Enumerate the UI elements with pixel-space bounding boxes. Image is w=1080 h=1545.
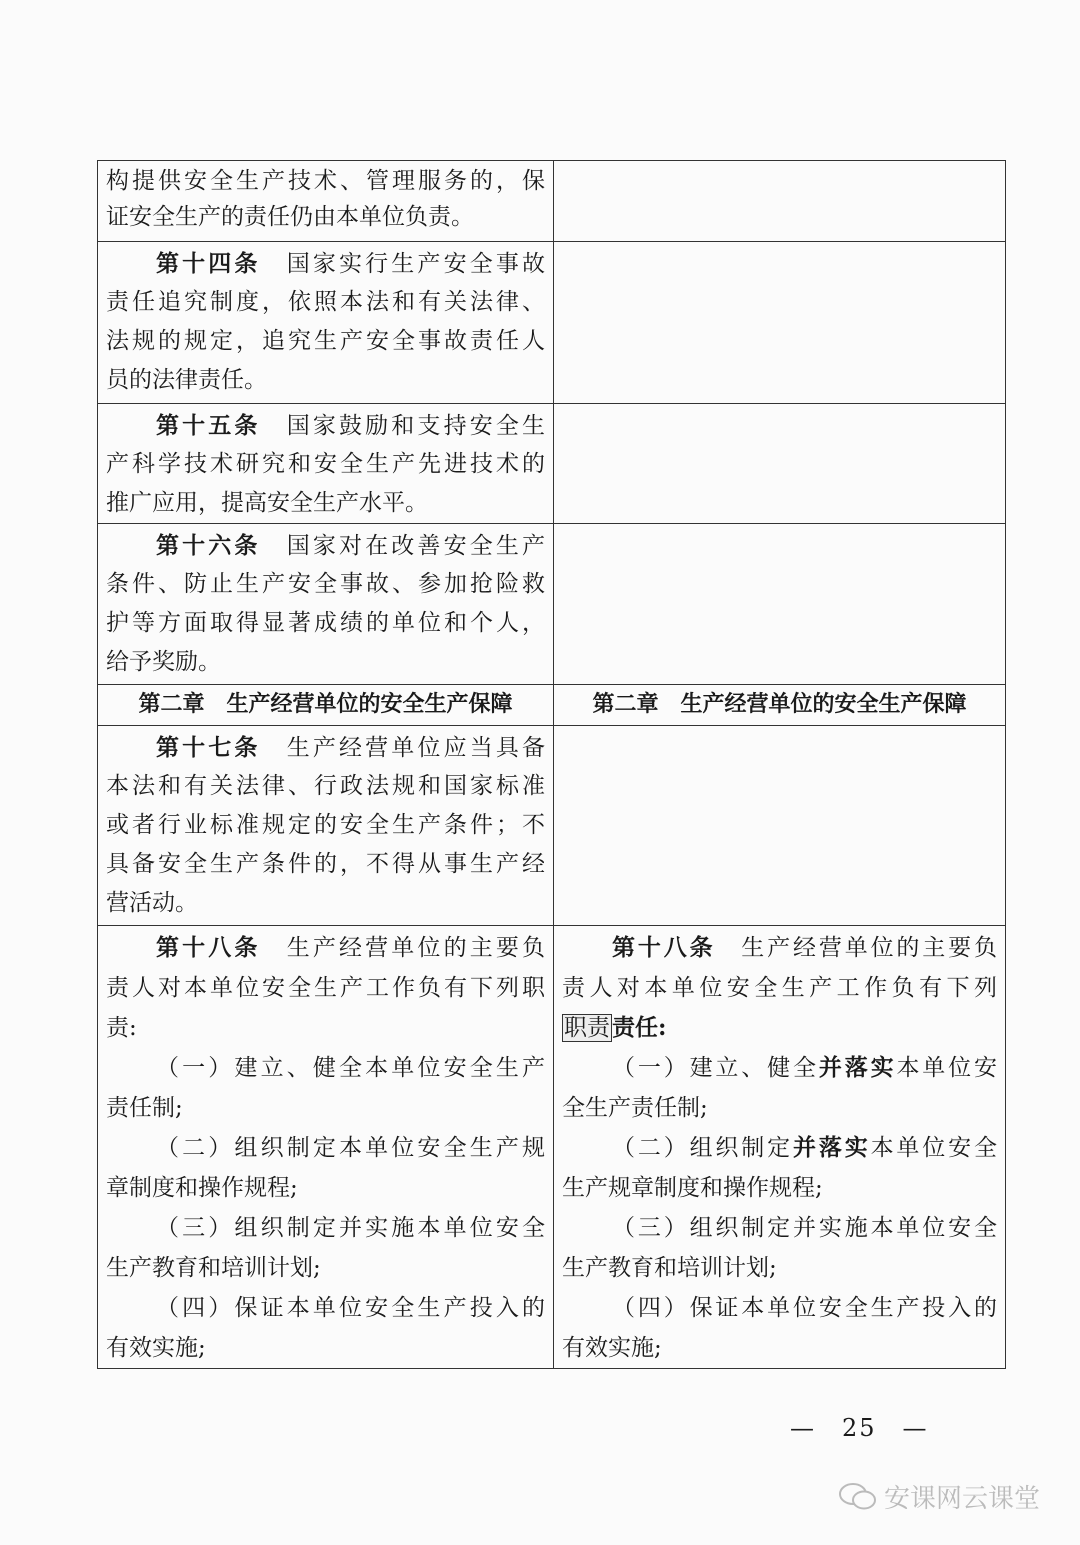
- text-line: [106, 643, 545, 682]
- text-line: [562, 1208, 997, 1248]
- wechat-icon: [838, 1481, 878, 1513]
- text-segment: 构提供安全生产技术、管理服务的，保: [106, 168, 545, 194]
- text-segment: 营活动。: [106, 890, 198, 916]
- text-line: [106, 526, 545, 565]
- left-column-cell: [98, 404, 554, 524]
- text-segment: （三）组织制定并实施本单位安全: [612, 1215, 997, 1241]
- table-row: [98, 524, 1006, 685]
- bold-text: 第十八条: [612, 934, 716, 961]
- text-line: [106, 1288, 545, 1328]
- table-row: [98, 404, 1006, 524]
- text-line: [106, 406, 545, 445]
- text-segment: （二）组织制定: [612, 1135, 793, 1161]
- text-line: [562, 1088, 997, 1128]
- text-segment: 生产经营单位的主要负: [260, 935, 546, 961]
- text-segment: 给予奖励。: [106, 649, 221, 675]
- text-line: [562, 968, 997, 1008]
- text-segment: 推广应用，提高安全生产水平。: [106, 490, 428, 516]
- text-line: [106, 199, 545, 235]
- text-line: [106, 767, 545, 806]
- text-line: [106, 1008, 545, 1048]
- left-column-cell: [98, 685, 554, 726]
- text-line: [562, 1288, 997, 1328]
- left-column-cell: [98, 726, 554, 926]
- text-segment: 有效实施;: [562, 1335, 662, 1361]
- bold-text: 第十六条: [156, 532, 261, 559]
- text-line: [106, 1048, 545, 1088]
- right-column-cell: [554, 926, 1006, 1369]
- text-line: [106, 1168, 545, 1208]
- text-segment: 责人对本单位安全生产工作负有下列: [562, 975, 997, 1001]
- chapter-title: 第二章 生产经营单位的安全生产保障: [138, 691, 513, 717]
- text-segment: 生产经营单位的主要负: [715, 935, 998, 961]
- text-segment: 条件、防止生产安全事故、参加抢险救: [106, 571, 545, 597]
- page-number: — 25 —: [790, 1414, 929, 1442]
- text-line: [106, 322, 545, 361]
- text-segment: 章制度和操作规程;: [106, 1175, 298, 1201]
- right-column-cell: [554, 161, 1006, 242]
- text-segment: 全生产责任制;: [562, 1095, 708, 1121]
- text-line: [106, 968, 545, 1008]
- text-segment: 具备安全生产条件的，不得从事生产经: [106, 851, 545, 877]
- text-line: [106, 1208, 545, 1248]
- text-segment: （二）组织制定本单位安全生产规: [156, 1135, 545, 1161]
- text-segment: 国家实行生产安全事故: [260, 251, 546, 277]
- bold-text: 第十五条: [156, 412, 261, 439]
- left-column-cell: [98, 524, 554, 685]
- left-column-cell: [98, 926, 554, 1369]
- text-segment: 生产教育和培训计划;: [562, 1255, 777, 1281]
- text-segment: 本单位安: [896, 1055, 998, 1081]
- text-line: [562, 1128, 997, 1168]
- bold-text: 责任:: [612, 1014, 667, 1041]
- text-line: [562, 1248, 997, 1288]
- text-segment: 或者行业标准规定的安全生产条件；不: [106, 812, 545, 838]
- text-line: [562, 1008, 997, 1048]
- text-line: [562, 1048, 997, 1088]
- text-line: [106, 244, 545, 283]
- text-line: [106, 604, 545, 643]
- right-column-cell: [554, 404, 1006, 524]
- text-line: [562, 1168, 997, 1208]
- text-segment: （一）建立、健全本单位安全生产: [156, 1055, 545, 1081]
- text-segment: 法规的规定，追究生产安全事故责任人: [106, 328, 545, 354]
- text-segment: 责任追究制度，依照本法和有关法律、: [106, 289, 545, 315]
- text-line: [106, 565, 545, 604]
- text-line: [106, 1248, 545, 1288]
- text-segment: （三）组织制定并实施本单位安全: [156, 1215, 545, 1241]
- watermark: [838, 1478, 1040, 1515]
- text-segment: （一）建立、健全: [612, 1055, 819, 1081]
- right-column-cell: [554, 685, 1006, 726]
- left-column-cell: [98, 161, 554, 242]
- text-line: [106, 1128, 545, 1168]
- text-segment: 责任制;: [106, 1095, 183, 1121]
- table-row: [98, 161, 1006, 242]
- text-line: [106, 884, 545, 923]
- table-row: [98, 242, 1006, 404]
- chapter-header-row: [98, 685, 1006, 726]
- left-column-cell: [98, 242, 554, 404]
- text-segment: 产科学技术研究和安全生产先进技术的: [106, 451, 545, 477]
- text-line: [562, 928, 997, 968]
- table-row: [98, 726, 1006, 926]
- text-segment: 证安全生产的责任仍由本单位负责。: [106, 204, 474, 230]
- deleted-text-box: 职责: [564, 1015, 610, 1041]
- text-segment: 护等方面取得显著成绩的单位和个人，: [106, 610, 545, 636]
- text-segment: （四）保证本单位安全生产投入的: [612, 1295, 997, 1321]
- text-segment: 有效实施;: [106, 1335, 206, 1361]
- text-line: [562, 1328, 997, 1368]
- law-comparison-table: [97, 160, 1006, 1369]
- text-line: [106, 1088, 545, 1128]
- text-line: [106, 728, 545, 767]
- text-line: [106, 361, 545, 400]
- text-segment: 生产规章制度和操作规程;: [562, 1175, 823, 1201]
- text-line: [106, 1328, 545, 1368]
- text-line: [106, 484, 545, 523]
- text-segment: 责人对本单位安全生产工作负有下列职: [106, 975, 545, 1001]
- text-segment: 本单位安全: [870, 1135, 998, 1161]
- text-line: [106, 845, 545, 884]
- right-column-cell: [554, 726, 1006, 926]
- bold-text: 第十八条: [156, 934, 261, 961]
- text-segment: 国家鼓励和支持安全生: [260, 413, 546, 439]
- text-segment: 生产教育和培训计划;: [106, 1255, 321, 1281]
- right-column-cell: [554, 242, 1006, 404]
- text-segment: 责:: [106, 1015, 137, 1041]
- text-segment: 本法和有关法律、行政法规和国家标准: [106, 773, 545, 799]
- text-segment: （四）保证本单位安全生产投入的: [156, 1295, 545, 1321]
- text-line: [106, 163, 545, 199]
- text-line: [106, 445, 545, 484]
- text-segment: 国家对在改善安全生产: [260, 533, 546, 559]
- bold-text: 第十七条: [156, 734, 261, 761]
- chapter-title: 第二章 生产经营单位的安全生产保障: [592, 691, 967, 717]
- text-segment: 生产经营单位应当具备: [260, 735, 546, 761]
- right-column-cell: [554, 524, 1006, 685]
- text-segment: 员的法律责任。: [106, 367, 267, 393]
- bold-text: 并落实: [818, 1054, 897, 1081]
- bold-text: 第十四条: [156, 250, 261, 277]
- bold-text: 并落实: [793, 1134, 871, 1161]
- watermark-text: 安课网云课堂: [884, 1484, 1041, 1514]
- text-line: [106, 928, 545, 968]
- text-line: [106, 283, 545, 322]
- text-line: [106, 806, 545, 845]
- table-row: [98, 926, 1006, 1369]
